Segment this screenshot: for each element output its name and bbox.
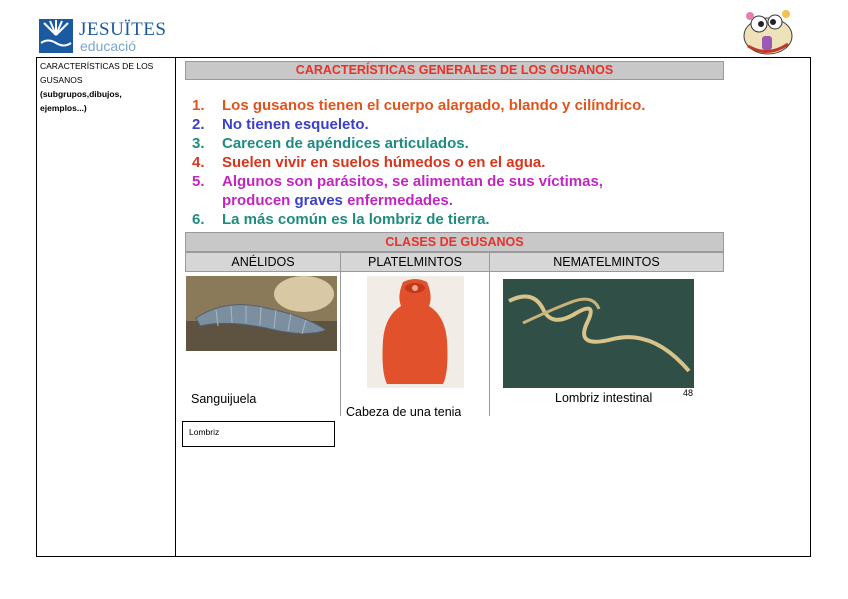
list-item: 6. La más común es la lombriz de tierra.: [192, 211, 490, 228]
mascot-illustration: [738, 6, 796, 58]
tapeworm-head-photo: [367, 276, 464, 388]
list-item: 3. Carecen de apéndices articulados.: [192, 135, 469, 152]
jesuites-logo-icon: [39, 19, 73, 53]
characteristics-list: [192, 96, 722, 229]
list-item: 4. Suelen vivir en suelos húmedos o en el agua.: [192, 154, 546, 171]
caption-tenia: Cabeza de una tenia: [346, 405, 462, 416]
list-item: 1. Los gusanos tienen el cuerpo alargado, blando y cilíndrico.: [192, 97, 646, 114]
leech-photo: [186, 276, 337, 351]
column-separator: [340, 272, 341, 416]
slide-page-number: 48: [683, 388, 694, 398]
logo-title: JESUÏTES: [79, 19, 167, 40]
caption-sanguijuela: Sanguijuela: [191, 392, 257, 406]
logo-subtitle: educació: [80, 38, 137, 54]
intestinal-worm-photo: [503, 279, 694, 388]
column-header-nematelmintos: NEMATELMINTOS: [489, 252, 724, 272]
classes-title: CLASES DE GUSANOS: [185, 232, 724, 252]
column-divider: [175, 57, 176, 557]
list-item: 5. Algunos son parásitos, se alimentan de sus víctimas, producen graves enfermedades.: [192, 173, 603, 209]
column-header-anelidos: ANÉLIDOS: [185, 252, 341, 272]
slide-title: CARACTERÍSTICAS GENERALES DE LOS GUSANOS: [185, 61, 724, 80]
row-label: CARACTERÍSTICAS DE LOS GUSANOS (subgrupos,dibujos, ejemplos...): [40, 61, 154, 113]
column-separator: [489, 272, 490, 416]
list-item: 2. No tienen esqueleto.: [192, 116, 369, 133]
answer-box-lombriz[interactable]: Lombriz: [182, 421, 335, 447]
caption-lombriz-intestinal: Lombriz intestinal: [555, 391, 653, 405]
column-header-platelmintos: PLATELMINTOS: [340, 252, 490, 272]
